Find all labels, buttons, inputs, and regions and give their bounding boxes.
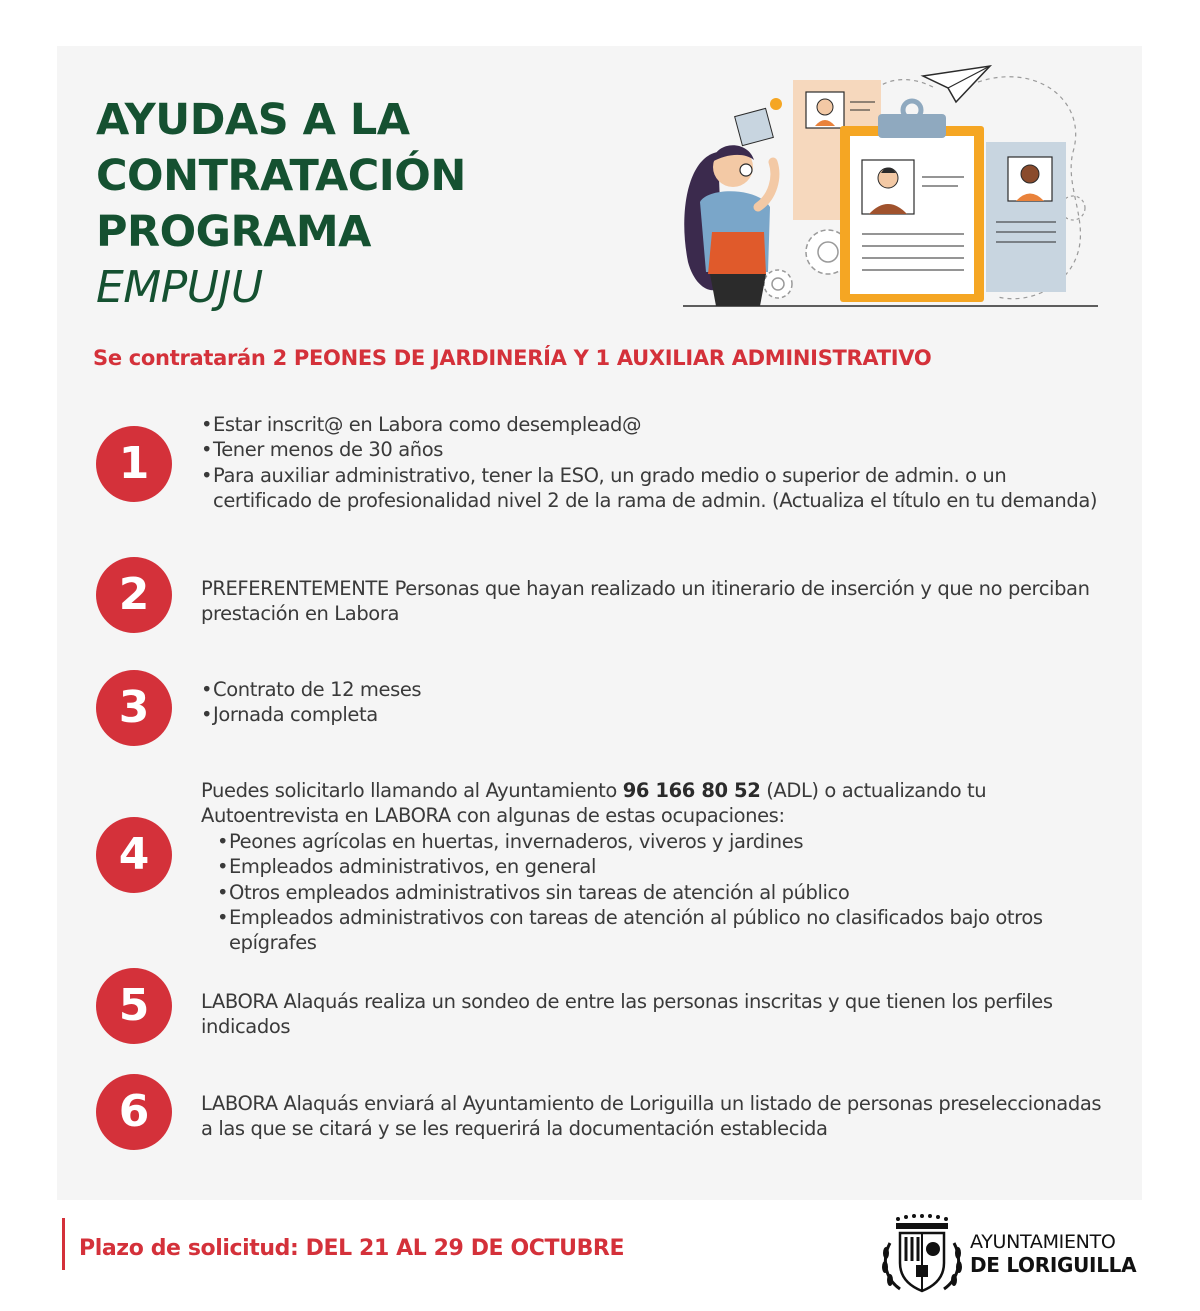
title-program-name: EMPUJU: [96, 262, 263, 313]
step-number-badge: 3: [96, 670, 172, 746]
step-paragraph: PREFERENTEMENTE Personas que hayan realizado un itinerario de inserción y que no perciban prestación en Labora: [201, 577, 1090, 626]
step-paragraph: LABORA Alaquás realiza un sondeo de entre las personas inscritas y que tienen los perfiles indicados: [201, 990, 1053, 1039]
intro-before: Puedes solicitarlo llamando al Ayuntamiento: [201, 779, 623, 802]
step-text: [201, 778, 1106, 956]
list-item: • Jornada completa: [201, 702, 1106, 727]
step-text: [201, 677, 1106, 728]
step-text: [201, 576, 1106, 627]
list-item: • Otros empleados administrativos sin tareas de atención al público: [217, 880, 1106, 905]
phone-number: 96 166 80 52: [622, 779, 761, 802]
step-number-badge: 5: [96, 968, 172, 1044]
list-item: • Para auxiliar administrativo, tener la ESO, un grado medio o superior de admin. o un certificado de profesionalidad nivel 2 de la rama de admin. (Actualiza el título en tu demanda): [201, 463, 1106, 514]
town-hall-logo-text: [970, 1231, 1136, 1277]
footer-accent-bar: [62, 1218, 65, 1270]
application-deadline: Plazo de solicitud: DEL 21 AL 29 DE OCTUBRE: [79, 1236, 625, 1261]
subtitle: Se contratarán 2 PEONES DE JARDINERÍA Y 1 AUXILIAR ADMINISTRATIVO: [93, 346, 932, 370]
logo-line-2: DE LORIGUILLA: [970, 1253, 1137, 1277]
intro-after: (ADL) o actualizando tu Autoentrevista en LABORA con algunas de estas ocupaciones:: [201, 779, 987, 828]
title-line-2: CONTRATACIÓN: [96, 151, 466, 201]
step-number-badge: 4: [96, 817, 172, 893]
step-number-badge: 2: [96, 557, 172, 633]
list-item: • Estar inscrit@ en Labora como desemplead@: [201, 412, 1106, 437]
step-text: [201, 1091, 1106, 1142]
logo-line-1: AYUNTAMIENTO: [970, 1231, 1116, 1253]
recruitment-illustration: [678, 62, 1104, 312]
step-text: [201, 412, 1106, 514]
list-item: • Empleados administrativos, en general: [217, 854, 1106, 879]
step-intro: [201, 778, 1106, 829]
step-paragraph: LABORA Alaquás enviará al Ayuntamiento de Loriguilla un listado de personas preseleccionadas a las que se citará y se les requerirá la documentación establecida: [201, 1092, 1102, 1141]
title-line-1: AYUDAS A LA: [96, 95, 410, 145]
list-item: • Tener menos de 30 años: [201, 437, 1106, 462]
page-title: [96, 92, 466, 316]
list-item: • Peones agrícolas en huertas, invernaderos, viveros y jardines: [217, 829, 1106, 854]
title-line-3: PROGRAMA: [96, 207, 371, 257]
list-item: • Empleados administrativos con tareas de atención al público no clasificados bajo otros epígrafes: [217, 905, 1106, 956]
list-item: • Contrato de 12 meses: [201, 677, 1106, 702]
step-number-badge: 1: [96, 426, 172, 502]
step-text: [201, 989, 1106, 1040]
step-number-badge: 6: [96, 1074, 172, 1150]
